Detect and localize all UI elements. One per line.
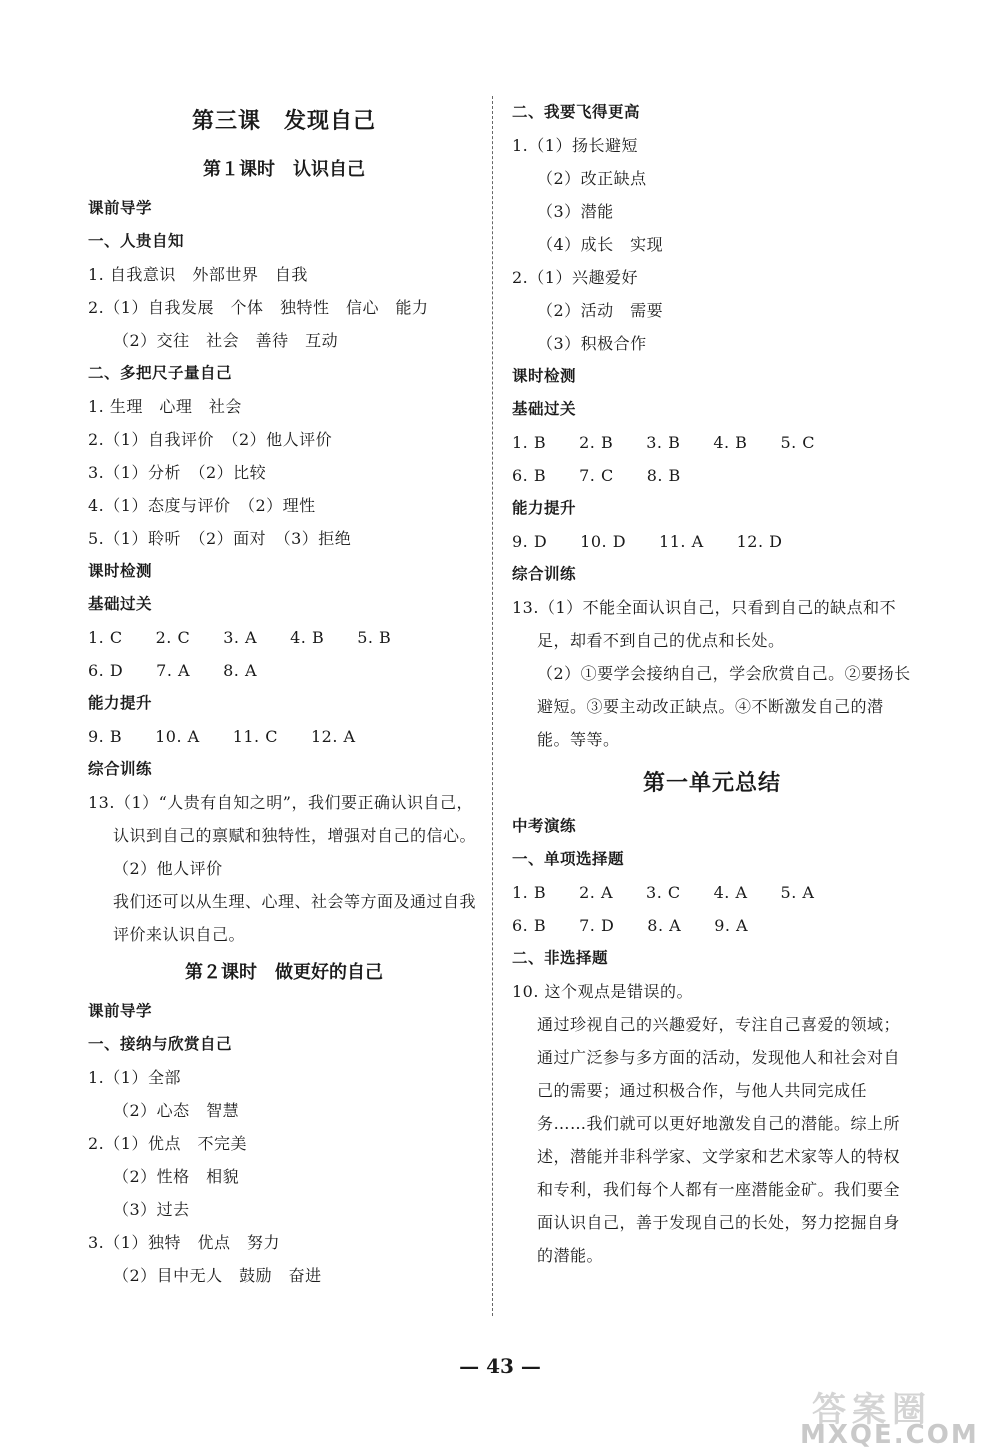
column-divider bbox=[492, 96, 493, 1316]
section-heading: 中考演练 bbox=[512, 817, 577, 835]
answer-line: 2.（1）兴趣爱好 bbox=[512, 268, 638, 287]
section-heading: 能力提升 bbox=[88, 694, 153, 712]
section-heading: 课时检测 bbox=[88, 562, 153, 580]
answer-paragraph: 我们还可以从生理、心理、社会等方面及通过自我评价来认识自己。 bbox=[113, 892, 477, 944]
answer-paragraph: 13.（1）“人贵有自知之明”，我们要正确认识自己，认识到自己的禀赋和独特性，增强对自己的信心。 bbox=[88, 793, 477, 845]
answer-line: 1. C 2. C 3. A 4. B 5. B bbox=[88, 628, 392, 647]
answer-line: （2）性格 相貌 bbox=[113, 1167, 240, 1186]
section-title: 第２课时 做更好的自己 bbox=[185, 962, 383, 983]
section-heading: 课时检测 bbox=[512, 367, 577, 385]
answer-line: （2）改正缺点 bbox=[537, 169, 647, 188]
answer-line: 3.（1）独特 优点 努力 bbox=[88, 1233, 280, 1252]
page-number: — 43 — bbox=[459, 1354, 541, 1378]
answer-line: 1.（1）全部 bbox=[88, 1068, 181, 1087]
lesson-title: 第三课 发现自己 bbox=[191, 109, 376, 134]
section-heading: 基础过关 bbox=[512, 400, 577, 418]
answer-line: 2.（1）优点 不完美 bbox=[88, 1134, 247, 1153]
watermark-logo: 答案圈 bbox=[812, 1390, 932, 1430]
section-heading: 课前导学 bbox=[88, 1002, 153, 1020]
section-heading: 课前导学 bbox=[88, 199, 153, 217]
answer-line: （4）成长 实现 bbox=[537, 235, 664, 254]
answer-line: 6. B 7. D 8. A 9. A bbox=[512, 916, 749, 935]
answer-line: （3）积极合作 bbox=[537, 334, 647, 353]
answer-line: （2）目中无人 鼓励 奋进 bbox=[113, 1266, 322, 1285]
answer-line: 5.（1）聆听 （2）面对 （3）拒绝 bbox=[88, 529, 352, 548]
answer-line: 6. B 7. C 8. B bbox=[512, 466, 681, 485]
answer-line: （3）过去 bbox=[113, 1200, 190, 1219]
section-heading: 综合训练 bbox=[88, 760, 153, 778]
left-column bbox=[88, 96, 480, 1292]
answer-line: 3.（1）分析 （2）比较 bbox=[88, 463, 267, 482]
section-heading: 基础过关 bbox=[88, 595, 153, 613]
answer-line: （2）活动 需要 bbox=[537, 301, 664, 320]
answer-line: （2）交往 社会 善待 互动 bbox=[113, 331, 339, 350]
answer-line: 2.（1）自我发展 个体 独特性 信心 能力 bbox=[88, 298, 429, 317]
answer-line: 1. 生理 心理 社会 bbox=[88, 397, 242, 416]
answer-line: 4.（1）态度与评价 （2）理性 bbox=[88, 496, 316, 515]
answer-line: 10. 这个观点是错误的。 bbox=[512, 982, 694, 1001]
section-title: 第１课时 认识自己 bbox=[203, 159, 365, 180]
answer-line: （2）他人评价 bbox=[113, 859, 223, 878]
answer-line: 9. D 10. D 11. A 12. D bbox=[512, 532, 783, 551]
answer-line: 1.（1）扬长避短 bbox=[512, 136, 638, 155]
unit-summary-title: 第一单元总结 bbox=[642, 771, 781, 796]
section-heading: 综合训练 bbox=[512, 565, 577, 583]
answer-line: 1. B 2. B 3. B 4. B 5. C bbox=[512, 433, 816, 452]
section-heading: 能力提升 bbox=[512, 499, 577, 517]
answer-paragraph: 通过珍视自己的兴趣爱好，专注自己喜爱的领域；通过广泛参与多方面的活动，发现他人和社会对自己的需要；通过积极合作，与他人共同完成任务……我们就可以更好地激发自己的潜能。综上所述，潜能并非科学家、文学家和艺术家等人的特权和专利，我们每个人都有一座潜能金矿。我们要全面认识自己，善于发现自己的长处，努力挖掘自身的潜能。 bbox=[537, 1015, 901, 1265]
answer-line: 9. B 10. A 11. C 12. A bbox=[88, 727, 356, 746]
section-heading: 一、人贵自知 bbox=[88, 232, 185, 250]
answer-paragraph: （2）①要学会接纳自己，学会欣赏自己。②要扬长避短。③要主动改正缺点。④不断激发自己的潜能。等等。 bbox=[537, 664, 911, 749]
answer-line: 1. B 2. A 3. C 4. A 5. A bbox=[512, 883, 815, 902]
answer-paragraph: 13.（1）不能全面认识自己，只看到自己的缺点和不足，却看不到自己的优点和长处。 bbox=[512, 598, 897, 650]
section-heading: 二、我要飞得更高 bbox=[512, 103, 641, 121]
section-heading: 二、多把尺子量自己 bbox=[88, 364, 233, 382]
section-heading: 一、单项选择题 bbox=[512, 850, 625, 868]
answer-line: 2.（1）自我评价 （2）他人评价 bbox=[88, 430, 333, 449]
answer-line: 1. 自我意识 外部世界 自我 bbox=[88, 265, 308, 284]
section-heading: 二、非选择题 bbox=[512, 949, 609, 967]
watermark-site: MXQE.COM bbox=[800, 1420, 979, 1450]
right-column bbox=[512, 96, 912, 1272]
answer-line: 6. D 7. A 8. A bbox=[88, 661, 257, 680]
answer-line: （2）心态 智慧 bbox=[113, 1101, 240, 1120]
answer-line: （3）潜能 bbox=[537, 202, 614, 221]
section-heading: 一、接纳与欣赏自己 bbox=[88, 1035, 233, 1053]
